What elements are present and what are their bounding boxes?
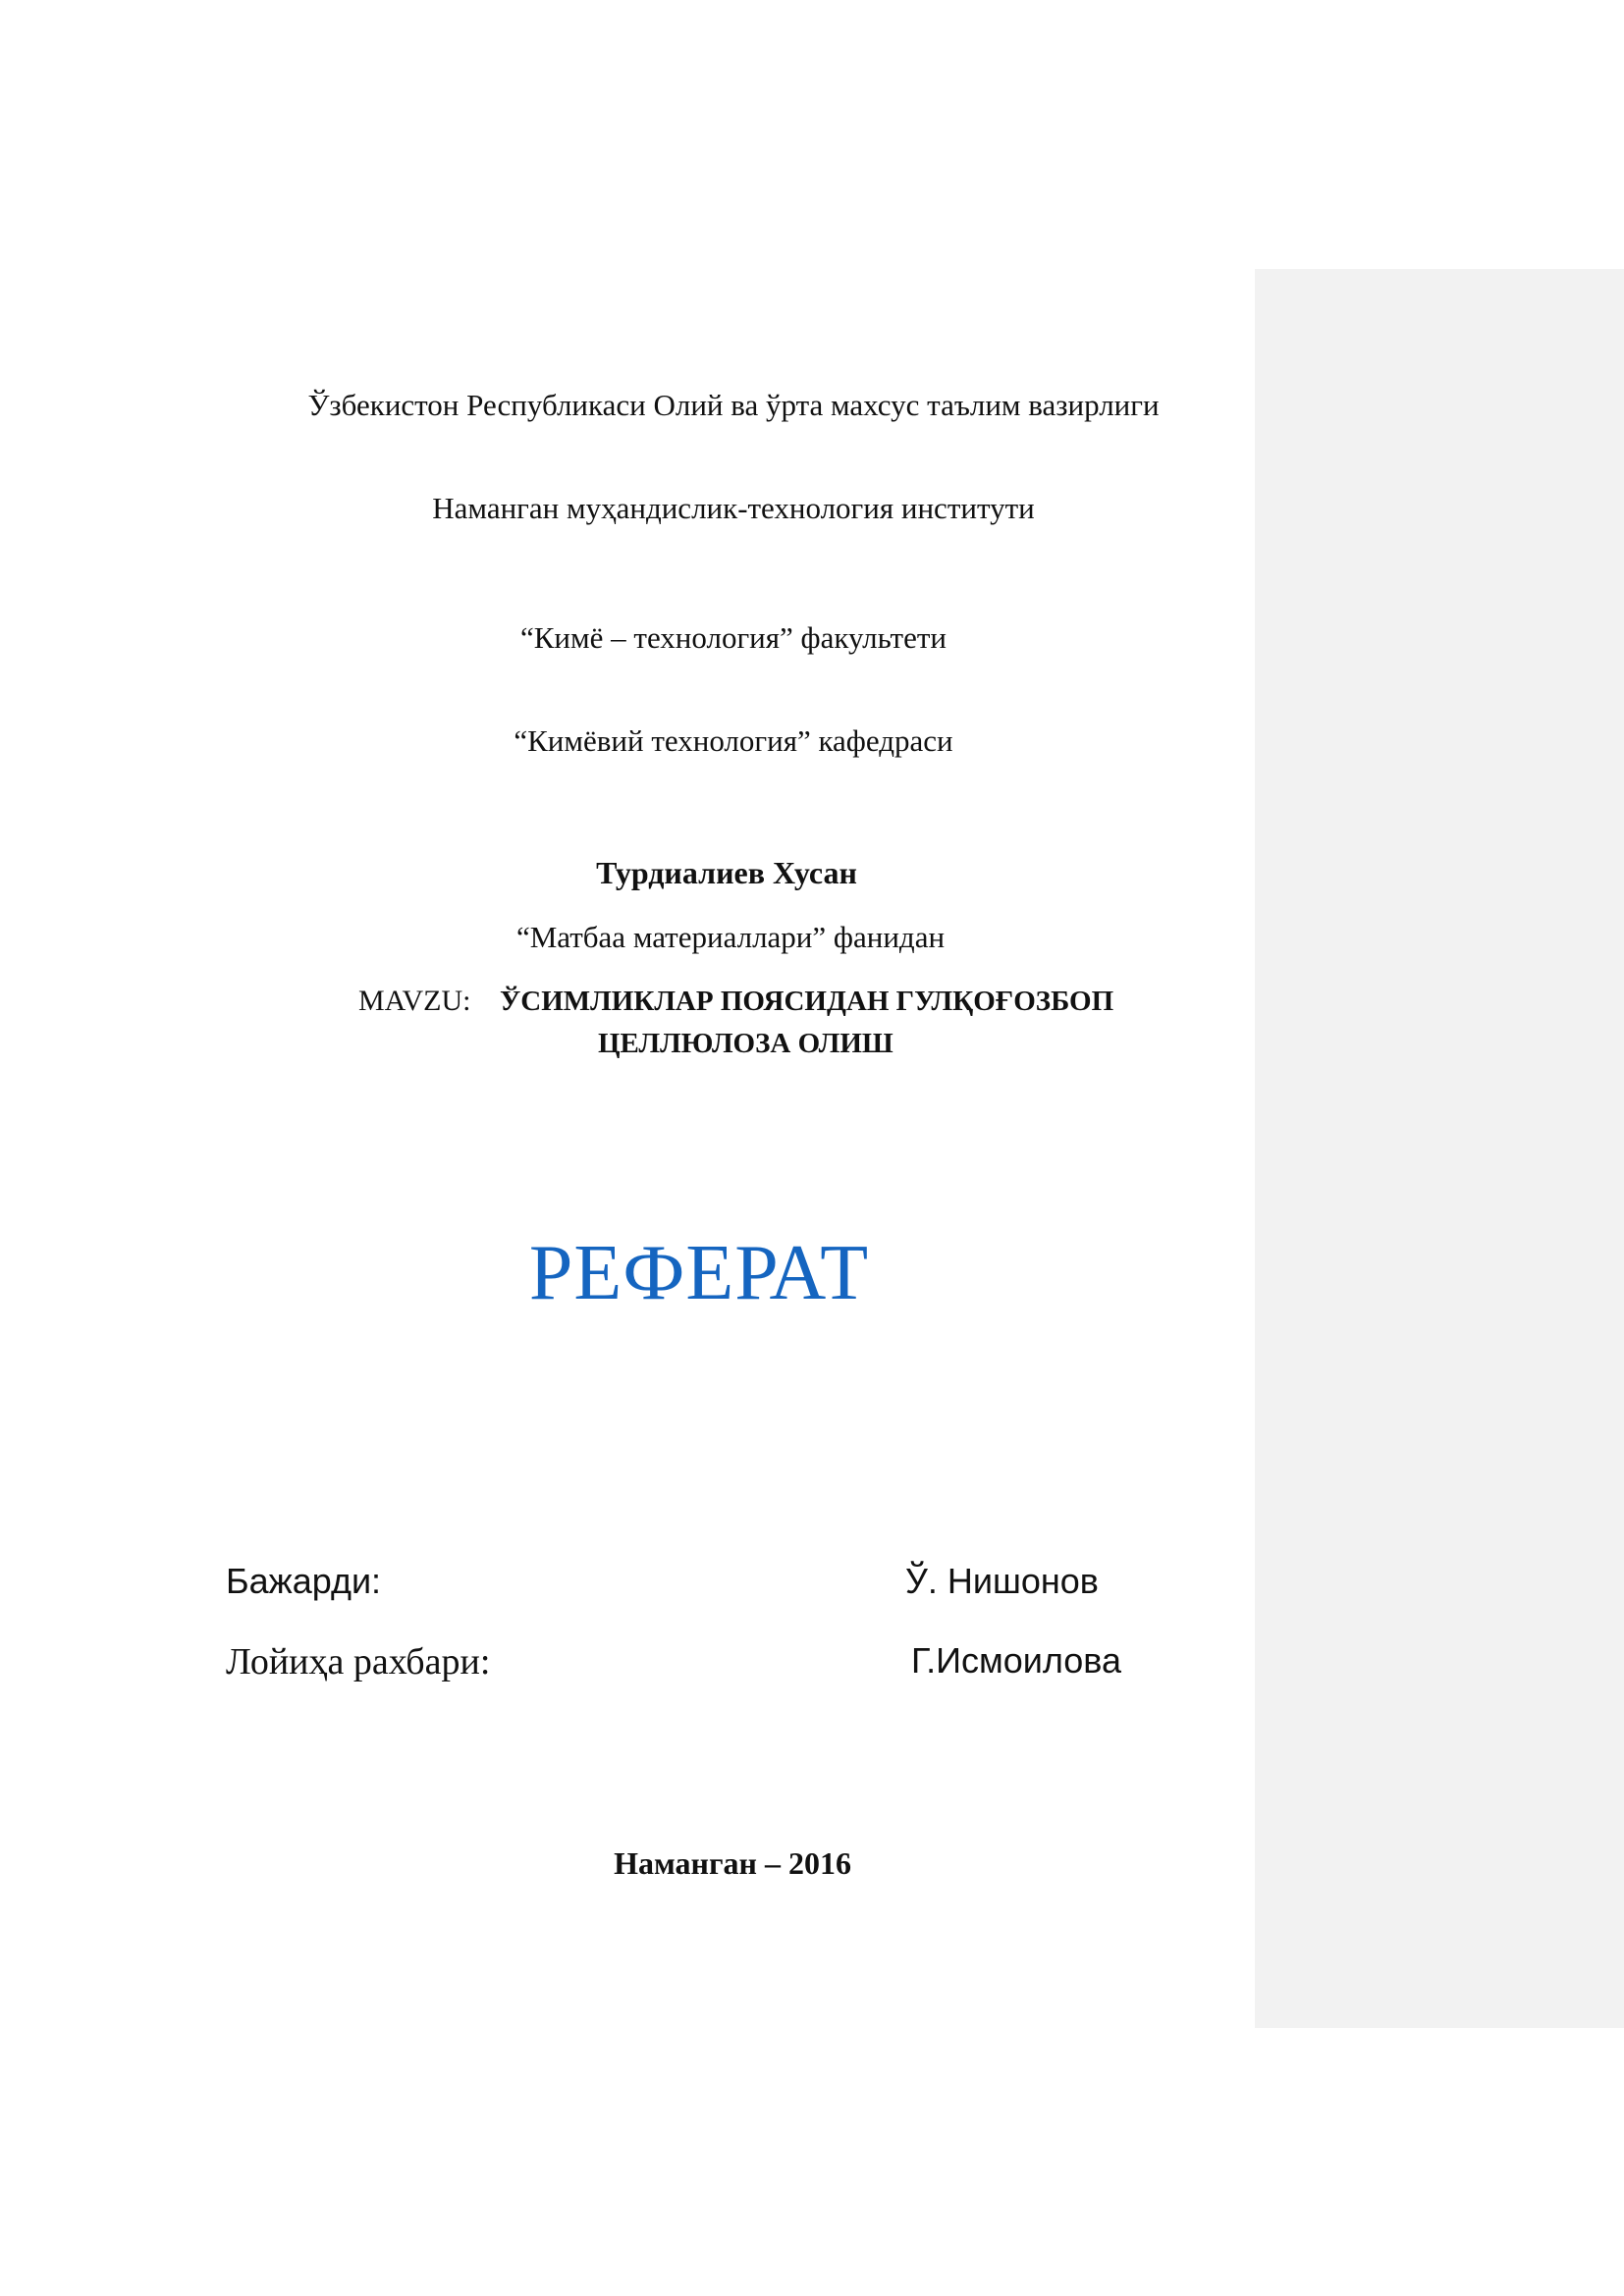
department-title: “Кимёвий технология” кафедраси <box>514 723 953 758</box>
supervisor-name: Г.Исмоилова <box>911 1640 1122 1681</box>
document-type-heading: РЕФЕРАТ <box>528 1230 870 1316</box>
topic-label: MAVZU: <box>358 985 471 1017</box>
topic-row <box>358 985 1113 1018</box>
performer-name: Ў. Нишонов <box>905 1561 1099 1601</box>
ministry-title: Ўзбекистон Республикаси Олий ва ўрта махсус таълим вазирлиги <box>307 388 1160 422</box>
topic-title-line2: ЦЕЛЛЮЛОЗА ОЛИШ <box>598 1028 893 1059</box>
subject-line: “Матбаа материаллари” фанидан <box>515 920 946 954</box>
supervisor-label: Лойиҳа рахбари: <box>226 1641 491 1682</box>
footer-city-year: Наманган – 2016 <box>614 1845 851 1881</box>
performer-label: Бажарди: <box>226 1561 382 1601</box>
topic-title-line1: ЎСИМЛИКЛАР ПОЯСИДАН ГУЛҚОҒОЗБОП <box>499 986 1114 1017</box>
institute-title: Наманган муҳандислик-технология институти <box>432 491 1035 525</box>
author-name: Турдиалиев Хусан <box>596 855 857 890</box>
faculty-title: “Кимё – технология” факультети <box>520 620 947 655</box>
side-panel <box>1255 269 1624 2028</box>
